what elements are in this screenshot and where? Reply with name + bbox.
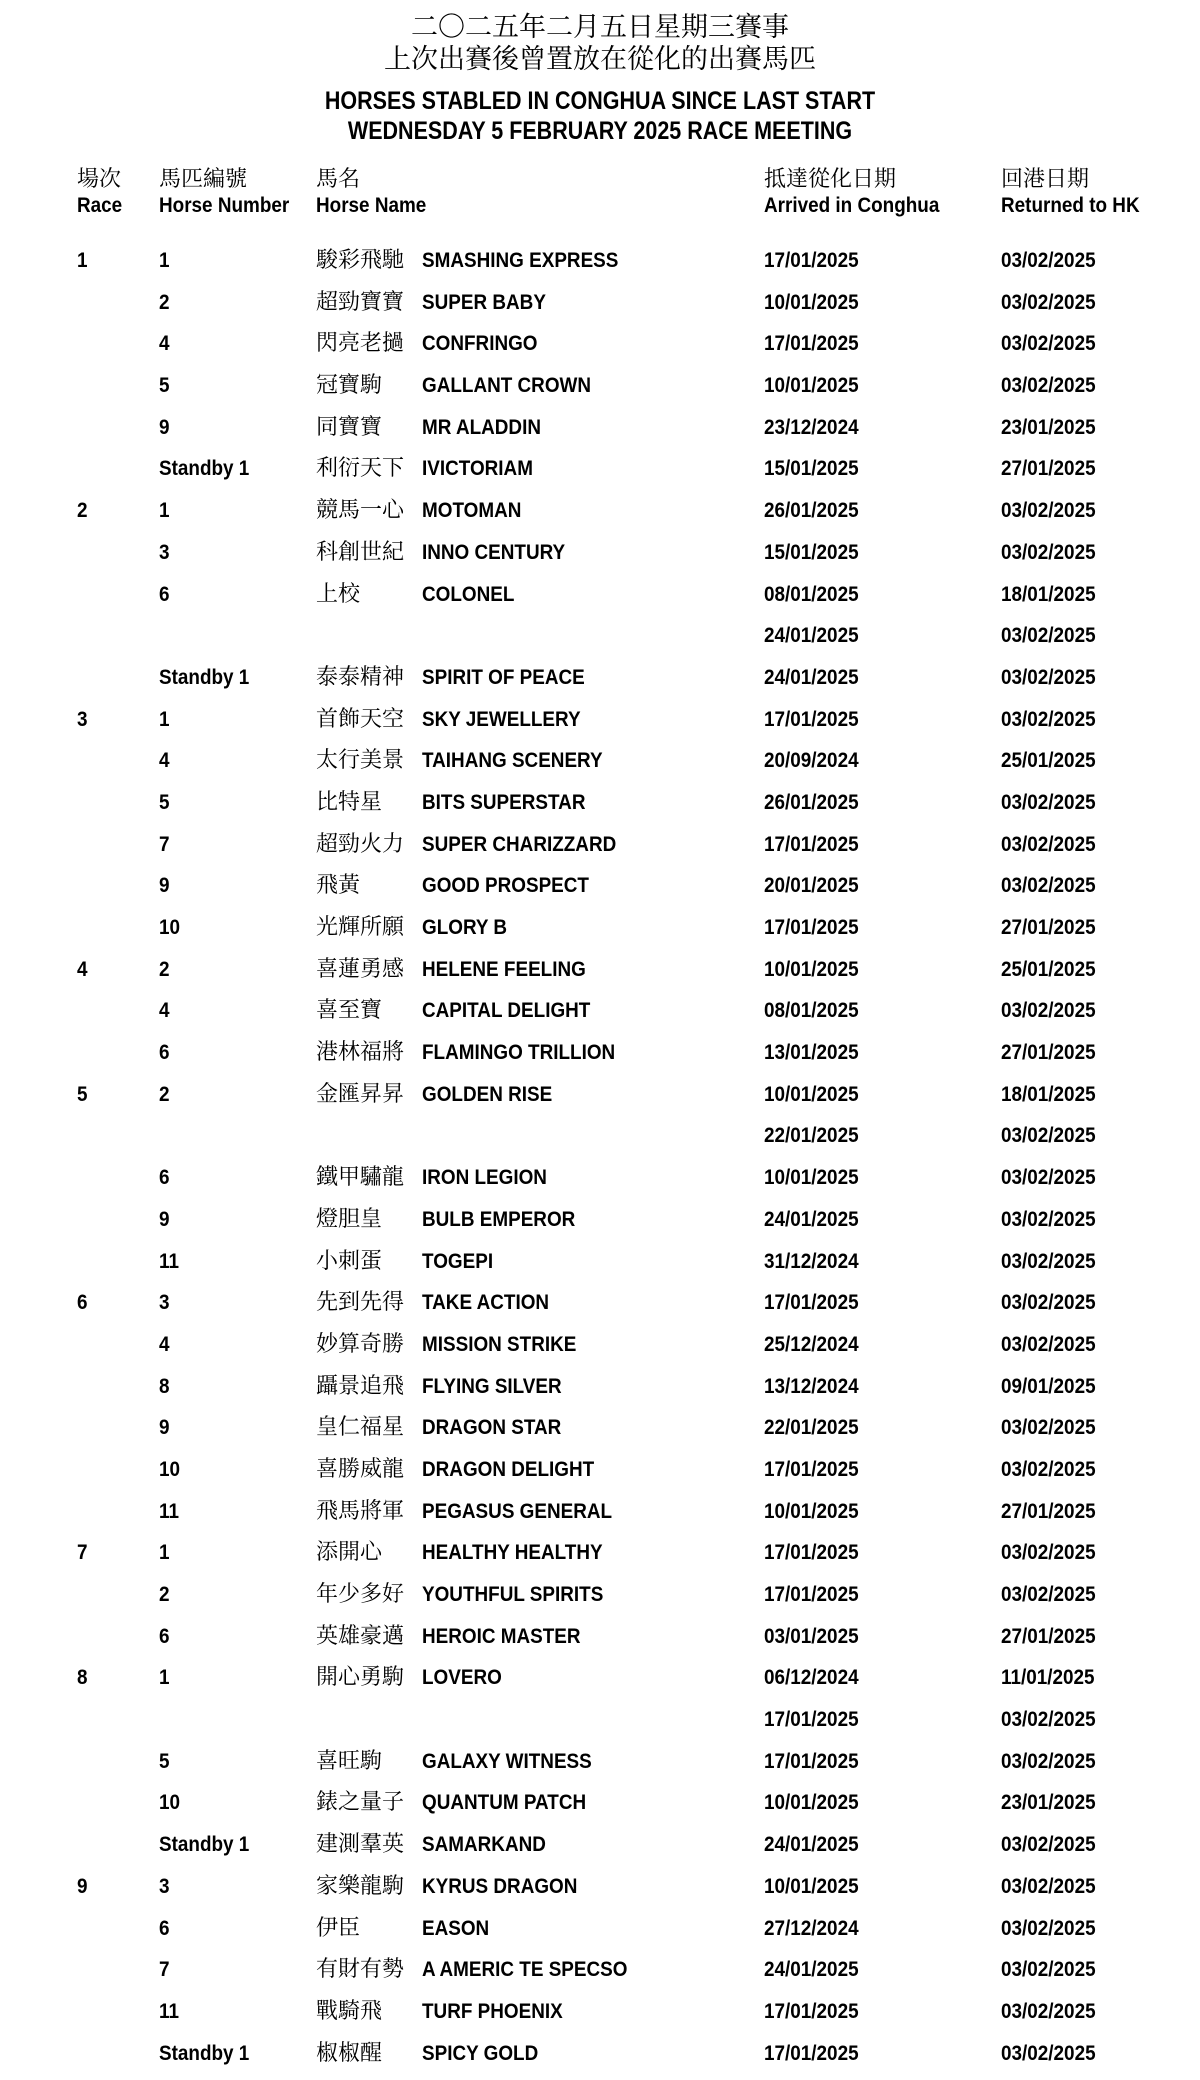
returned-date-cell: 03/02/2025 [1001,1708,1096,1732]
horse-name-zh-cell: 泰泰精神 [316,664,405,690]
horse-number-cell: 4 [159,749,170,773]
title-en-line1: HORSES STABLED IN CONGHUA SINCE LAST START [324,87,876,115]
header-arrived [764,167,959,219]
horse-number-cell: 1 [159,1666,170,1690]
arrived-date-cell: 17/01/2025 [764,1999,859,2023]
table-row [0,1872,1200,1914]
table-row [0,1330,1200,1372]
horse-number-cell: 2 [159,1082,170,1106]
horse-number-cell: 3 [159,540,170,564]
horse-name-en-cell: SAMARKAND [422,1833,546,1857]
horse-name-en-cell: DRAGON DELIGHT [422,1457,595,1481]
returned-date-cell: 03/02/2025 [1001,1999,1096,2023]
horse-name-zh-cell: 首飾天空 [316,706,405,732]
header-race [77,167,127,219]
arrived-date-cell: 17/01/2025 [764,832,859,856]
header-arrived-en: Arrived in Conghua [764,194,940,217]
arrived-date-cell: 10/01/2025 [764,1499,859,1523]
horse-name-en-cell: GOLDEN RISE [422,1082,553,1106]
returned-date-cell: 25/01/2025 [1001,957,1096,981]
horse-name-zh-cell: 伊臣 [316,1915,361,1941]
horse-number-cell: 6 [159,1624,170,1648]
arrived-date-cell: 17/01/2025 [764,1291,859,1315]
horse-name-en-cell: GOOD PROSPECT [422,874,589,898]
race-cell: 3 [77,707,88,731]
horse-name-zh-cell: 有財有勢 [316,1957,405,1983]
arrived-date-cell: 22/01/2025 [764,1416,859,1440]
horse-name-zh-cell: 超勁寶寶 [316,289,405,315]
horse-name-zh-cell: 光輝所願 [316,915,405,940]
horse-name-zh-cell: 競馬一心 [316,498,405,524]
arrived-date-cell: 24/01/2025 [764,1207,859,1231]
arrived-date-cell: 15/01/2025 [764,457,859,481]
table-row [0,996,1200,1038]
returned-date-cell: 03/02/2025 [1001,1124,1096,1148]
horse-name-zh-cell: 飛黃 [316,873,361,899]
table-row [0,454,1200,496]
returned-date-cell: 03/02/2025 [1001,1874,1096,1898]
horse-number-cell: 2 [159,1583,170,1606]
arrived-date-cell: 10/01/2025 [764,1166,859,1190]
table-header [0,167,1200,223]
table-row [0,1163,1200,1205]
arrived-date-cell: 08/01/2025 [764,582,859,606]
horse-name-zh-cell: 先到先得 [316,1290,405,1316]
table-row [0,1247,1200,1289]
horse-name-zh-cell: 年少多好 [316,1582,405,1607]
horse-number-cell: 6 [159,1041,170,1065]
returned-date-cell: 03/02/2025 [1001,374,1096,398]
horse-name-en-cell: KYRUS DRAGON [422,1874,578,1898]
horse-name-en-cell: INNO CENTURY [422,540,566,564]
table-row [0,538,1200,580]
table-row [0,246,1200,288]
horse-name-zh-cell: 同寶寶 [316,414,383,440]
horse-name-en-cell: PEGASUS GENERAL [422,1499,613,1523]
table-row [0,705,1200,747]
horse-name-zh-cell: 閃亮老撾 [316,331,405,357]
returned-date-cell: 03/02/2025 [1001,1166,1096,1190]
horse-name-en-cell: SMASHING EXPRESS [422,249,619,272]
horse-number-cell: Standby 1 [159,665,250,689]
arrived-date-cell: 24/01/2025 [764,624,859,648]
horse-name-en-cell: HEROIC MASTER [422,1624,581,1648]
horse-name-en-cell: CONFRINGO [422,332,538,356]
race-cell: 7 [77,1541,88,1565]
header-name-zh: 馬名 [316,167,361,192]
horse-number-cell: 10 [159,916,181,939]
returned-date-cell: 03/02/2025 [1001,1332,1096,1356]
returned-date-cell: 03/02/2025 [1001,1457,1096,1481]
horse-name-en-cell: GALAXY WITNESS [422,1749,592,1773]
table-row [0,580,1200,622]
table-row [0,1914,1200,1956]
horse-number-cell: 7 [159,832,170,856]
horse-name-en-cell: SKY JEWELLERY [422,707,581,731]
horse-name-zh-cell: 家樂龍駒 [316,1873,405,1899]
table-row [0,788,1200,830]
arrived-date-cell: 10/01/2025 [764,957,859,981]
arrived-date-cell: 08/01/2025 [764,999,859,1023]
arrived-date-cell: 10/01/2025 [764,290,859,314]
horse-name-zh-cell: 利衍天下 [316,456,405,482]
horse-name-en-cell: SUPER BABY [422,290,546,314]
horse-name-en-cell: COLONEL [422,582,515,606]
returned-date-cell: 03/02/2025 [1001,665,1096,689]
horse-name-zh-cell: 妙算奇勝 [316,1331,405,1357]
returned-date-cell: 18/01/2025 [1001,582,1096,606]
horse-number-cell: 9 [159,415,170,439]
horse-name-zh-cell: 喜蓮勇感 [316,956,405,982]
returned-date-cell: 03/02/2025 [1001,1583,1096,1606]
arrived-date-cell: 17/01/2025 [764,1583,859,1606]
table-row [0,1747,1200,1789]
arrived-date-cell: 13/12/2024 [764,1374,859,1398]
header-horse-name [316,167,439,219]
horse-name-zh-cell: 超勁火力 [316,831,405,857]
horse-name-en-cell: BITS SUPERSTAR [422,790,586,814]
returned-date-cell: 03/02/2025 [1001,332,1096,356]
horse-number-cell: 1 [159,1541,170,1565]
arrived-date-cell: 17/01/2025 [764,1541,859,1565]
returned-date-cell: 03/02/2025 [1001,1916,1096,1940]
horse-number-cell: 9 [159,1416,170,1440]
arrived-date-cell: 23/12/2024 [764,415,859,439]
returned-date-cell: 03/02/2025 [1001,499,1096,523]
arrived-date-cell: 26/01/2025 [764,790,859,814]
table-row [0,1663,1200,1705]
returned-date-cell: 03/02/2025 [1001,707,1096,731]
header-returned [1001,167,1155,219]
horse-name-en-cell: QUANTUM PATCH [422,1791,587,1815]
table-row [0,1497,1200,1539]
returned-date-cell: 03/02/2025 [1001,999,1096,1023]
horse-number-cell: 4 [159,1332,170,1356]
horse-number-cell: 11 [159,1249,179,1273]
horse-name-zh-cell: 鐵甲驌龍 [316,1165,405,1191]
returned-date-cell: 03/02/2025 [1001,1291,1096,1315]
horse-number-cell: 2 [159,290,170,314]
returned-date-cell: 03/02/2025 [1001,874,1096,898]
horse-name-zh-cell: 添開心 [316,1540,383,1566]
returned-date-cell: 23/01/2025 [1001,1791,1096,1815]
table-row [0,371,1200,413]
arrived-date-cell: 20/09/2024 [764,749,859,773]
horse-number-cell: 1 [159,249,170,272]
horse-name-en-cell: IVICTORIAM [422,457,533,481]
horse-name-en-cell: SPIRIT OF PEACE [422,665,585,689]
table-row [0,1622,1200,1664]
header-num-zh: 馬匹編號 [159,167,248,192]
arrived-date-cell: 20/01/2025 [764,874,859,898]
horse-name-en-cell: MR ALADDIN [422,415,541,439]
horse-name-zh-cell: 飛馬將軍 [316,1498,405,1524]
horse-number-cell: 9 [159,874,170,898]
returned-date-cell: 18/01/2025 [1001,1082,1096,1106]
horse-name-zh-cell: 英雄豪邁 [316,1623,405,1649]
returned-date-cell: 03/02/2025 [1001,790,1096,814]
table-row [0,1955,1200,1997]
horse-name-zh-cell: 躡景追飛 [316,1373,405,1399]
horse-name-en-cell: EASON [422,1916,490,1940]
arrived-date-cell: 17/01/2025 [764,2041,859,2065]
horse-name-zh-cell: 駿彩飛馳 [316,248,405,273]
horse-number-cell: Standby 1 [159,2041,250,2065]
table-row [0,2039,1200,2080]
horse-number-cell: Standby 1 [159,1833,250,1857]
horse-name-en-cell: SUPER CHARIZZARD [422,832,617,856]
arrived-date-cell: 25/12/2024 [764,1332,859,1356]
table-row [0,1538,1200,1580]
table-row [0,1413,1200,1455]
arrived-date-cell: 31/12/2024 [764,1249,859,1273]
title-zh-line2: 上次出賽後曾置放在從化的出賽馬匹 [384,44,816,75]
arrived-date-cell: 06/12/2024 [764,1666,859,1690]
returned-date-cell: 27/01/2025 [1001,457,1096,481]
table-row [0,663,1200,705]
arrived-date-cell: 24/01/2025 [764,665,859,689]
returned-date-cell: 25/01/2025 [1001,749,1096,773]
header-returned-en: Returned to HK [1001,194,1140,217]
returned-date-cell: 03/02/2025 [1001,540,1096,564]
header-name-en: Horse Name [316,194,427,217]
header-race-zh: 場次 [77,167,122,192]
table-row [0,746,1200,788]
horse-number-cell: 5 [159,1749,170,1773]
horse-name-zh-cell: 皇仁福星 [316,1415,405,1441]
returned-date-cell: 03/02/2025 [1001,1958,1096,1982]
horse-name-en-cell: TAIHANG SCENERY [422,749,603,773]
table-row [0,496,1200,538]
title-chinese [0,12,1200,76]
horse-name-en-cell: FLAMINGO TRILLION [422,1041,616,1065]
header-returned-zh: 回港日期 [1001,167,1090,192]
horse-name-en-cell: MISSION STRIKE [422,1332,577,1356]
table-row [0,1288,1200,1330]
arrived-date-cell: 17/01/2025 [764,707,859,731]
horse-name-en-cell: HELENE FEELING [422,957,586,981]
title-english [84,86,1116,146]
arrived-date-cell: 10/01/2025 [764,374,859,398]
horse-number-cell: 11 [159,1499,179,1523]
horse-number-cell: 8 [159,1374,170,1398]
horse-name-en-cell: BULB EMPEROR [422,1207,576,1231]
horse-number-cell: 4 [159,332,170,356]
arrived-date-cell: 24/01/2025 [764,1958,859,1982]
horse-number-cell: 3 [159,1291,170,1315]
arrived-date-cell: 26/01/2025 [764,499,859,523]
horse-name-zh-cell: 上校 [316,581,361,607]
arrived-date-cell: 15/01/2025 [764,540,859,564]
horse-name-en-cell: FLYING SILVER [422,1374,562,1398]
race-cell: 8 [77,1666,88,1690]
returned-date-cell: 09/01/2025 [1001,1374,1096,1398]
horse-number-cell: 1 [159,499,170,523]
horse-name-zh-cell: 喜旺駒 [316,1748,383,1774]
arrived-date-cell: 17/01/2025 [764,332,859,356]
table-row [0,1997,1200,2039]
returned-date-cell: 03/02/2025 [1001,624,1096,648]
returned-date-cell: 03/02/2025 [1001,249,1096,272]
horse-name-en-cell: CAPITAL DELIGHT [422,999,591,1023]
horse-name-zh-cell: 冠寶駒 [316,373,383,399]
horse-name-en-cell: HEALTHY HEALTHY [422,1541,603,1565]
table-row [0,1372,1200,1414]
header-num-en: Horse Number [159,194,290,217]
arrived-date-cell: 17/01/2025 [764,916,859,939]
returned-date-cell: 23/01/2025 [1001,415,1096,439]
horse-name-zh-cell: 錶之量子 [316,1790,405,1816]
horse-number-cell: 1 [159,707,170,731]
arrived-date-cell: 10/01/2025 [764,1874,859,1898]
horse-number-cell: 3 [159,1874,170,1898]
horse-name-zh-cell: 科創世紀 [316,539,405,565]
horse-name-zh-cell: 太行美景 [316,748,405,774]
horse-name-zh-cell: 小刺蛋 [316,1248,383,1274]
arrived-date-cell: 17/01/2025 [764,249,859,272]
horse-number-cell: 6 [159,582,170,606]
table-row [0,1205,1200,1247]
horse-name-en-cell: IRON LEGION [422,1166,547,1190]
table-row [0,913,1200,955]
returned-date-cell: 27/01/2025 [1001,916,1096,939]
table-row [0,1580,1200,1622]
horse-name-zh-cell: 燈胆皇 [316,1206,383,1232]
table-row [0,288,1200,330]
horse-name-en-cell: A AMERIC TE SPECSO [422,1958,628,1982]
horse-number-cell: 11 [159,1999,179,2023]
table-row [0,1455,1200,1497]
table-row [0,1705,1200,1747]
arrived-date-cell: 22/01/2025 [764,1124,859,1148]
horse-name-zh-cell: 比特星 [316,789,383,815]
returned-date-cell: 03/02/2025 [1001,832,1096,856]
horse-number-cell: 10 [159,1457,181,1481]
returned-date-cell: 03/02/2025 [1001,1541,1096,1565]
horse-number-cell: 5 [159,790,170,814]
horse-name-en-cell: GLORY B [422,916,508,939]
race-cell: 2 [77,499,88,523]
arrived-date-cell: 24/01/2025 [764,1833,859,1857]
arrived-date-cell: 13/01/2025 [764,1041,859,1065]
returned-date-cell: 11/01/2025 [1001,1666,1095,1690]
race-cell: 6 [77,1291,88,1315]
table-row [0,621,1200,663]
horse-name-en-cell: MOTOMAN [422,499,522,523]
table-row [0,1830,1200,1872]
table-row [0,1080,1200,1122]
race-cell: 1 [77,249,88,272]
table-row [0,1121,1200,1163]
table-row [0,871,1200,913]
horse-number-cell: 6 [159,1916,170,1940]
horse-name-zh-cell: 喜至寶 [316,998,383,1024]
horse-name-en-cell: YOUTHFUL SPIRITS [422,1583,604,1606]
returned-date-cell: 03/02/2025 [1001,1207,1096,1231]
horse-name-zh-cell: 金匯昇昇 [316,1081,405,1107]
horse-name-en-cell: TAKE ACTION [422,1291,550,1315]
horse-name-zh-cell: 開心勇駒 [316,1665,405,1691]
race-cell: 9 [77,1874,88,1898]
table-row [0,1788,1200,1830]
table-row [0,830,1200,872]
arrived-date-cell: 17/01/2025 [764,1749,859,1773]
header-horse-number [159,167,304,219]
arrived-date-cell: 17/01/2025 [764,1708,859,1732]
horse-number-cell: 4 [159,999,170,1023]
returned-date-cell: 27/01/2025 [1001,1624,1096,1648]
horse-name-zh-cell: 戰騎飛 [316,1998,383,2024]
horse-name-en-cell: GALLANT CROWN [422,374,592,398]
table-row [0,955,1200,997]
arrived-date-cell: 27/12/2024 [764,1916,859,1940]
returned-date-cell: 03/02/2025 [1001,1416,1096,1440]
horse-number-cell: 5 [159,374,170,398]
returned-date-cell: 03/02/2025 [1001,1249,1096,1273]
table-row [0,329,1200,371]
arrived-date-cell: 03/01/2025 [764,1624,859,1648]
table-body [0,246,1200,2080]
returned-date-cell: 03/02/2025 [1001,290,1096,314]
horse-name-en-cell: TOGEPI [422,1249,494,1273]
header-race-en: Race [77,194,123,217]
returned-date-cell: 03/02/2025 [1001,1749,1096,1773]
horse-name-zh-cell: 港林福將 [316,1040,405,1066]
title-en-line2: WEDNESDAY 5 FEBRUARY 2025 RACE MEETING [347,117,853,145]
horse-number-cell: 7 [159,1958,170,1982]
horse-name-en-cell: DRAGON STAR [422,1416,562,1440]
horse-name-zh-cell: 喜勝威龍 [316,1456,405,1482]
returned-date-cell: 27/01/2025 [1001,1041,1096,1065]
header-arrived-zh: 抵達從化日期 [764,167,897,192]
horse-name-zh-cell: 椒椒醒 [316,2040,383,2066]
horse-name-en-cell: TURF PHOENIX [422,1999,563,2023]
horse-name-en-cell: SPICY GOLD [422,2041,539,2065]
arrived-date-cell: 10/01/2025 [764,1082,859,1106]
horse-name-en-cell: LOVERO [422,1666,502,1690]
horse-number-cell: 6 [159,1166,170,1190]
horse-number-cell: 10 [159,1791,181,1815]
horse-name-zh-cell: 建測羣英 [316,1832,405,1858]
arrived-date-cell: 10/01/2025 [764,1791,859,1815]
title-zh-line1: 二〇二五年二月五日星期三賽事 [411,12,789,43]
arrived-date-cell: 17/01/2025 [764,1457,859,1481]
returned-date-cell: 27/01/2025 [1001,1499,1096,1523]
returned-date-cell: 03/02/2025 [1001,1833,1096,1857]
horse-number-cell: Standby 1 [159,457,250,481]
race-cell: 4 [77,957,88,981]
returned-date-cell: 03/02/2025 [1001,2041,1096,2065]
table-row [0,1038,1200,1080]
horse-number-cell: 2 [159,957,170,981]
race-cell: 5 [77,1082,88,1106]
horse-number-cell: 9 [159,1207,170,1231]
table-row [0,413,1200,455]
